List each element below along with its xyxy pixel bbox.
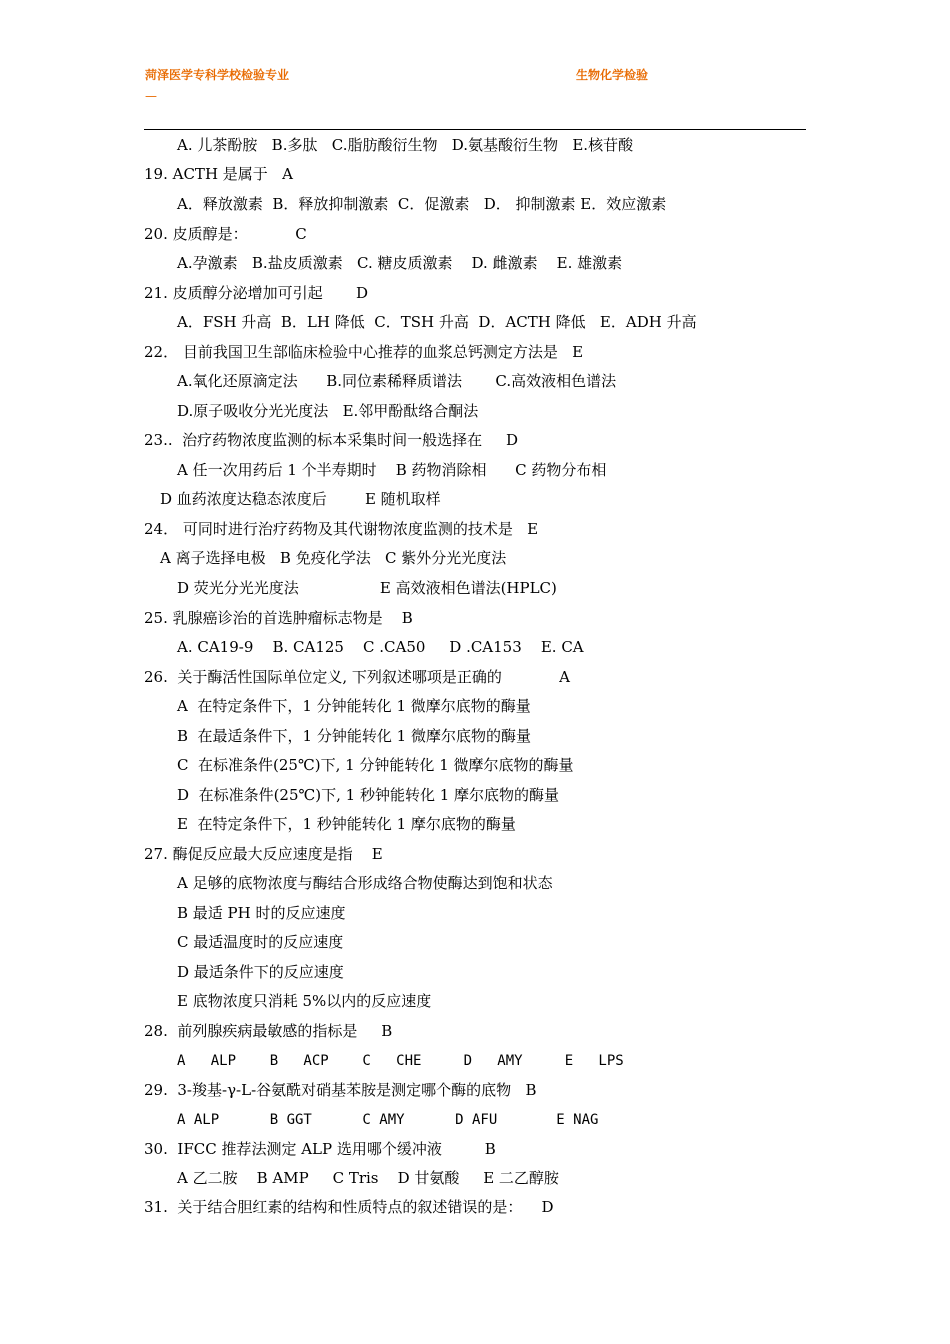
question-30: 30. IFCC 推荐法测定 ALP 选用哪个缓冲液 B	[144, 1140, 496, 1158]
option-line: A.孕激素 B.盐皮质激素 C. 糖皮质激素 D. 雌激素 E. 雄激素	[177, 254, 623, 272]
option-line: D.原子吸收分光光度法 E.邻甲酚酞络合酮法	[177, 402, 479, 420]
option-line: B 最适 PH 时的反应速度	[177, 904, 346, 922]
question-28: 28. 前列腺疾病最敏感的指标是 B	[144, 1022, 393, 1040]
option-line: A 足够的底物浓度与酶结合形成络合物使酶达到饱和状态	[177, 874, 553, 892]
option-line: E 底物浓度只消耗 5%以内的反应速度	[177, 992, 432, 1010]
option-line: B 在最适条件下，1 分钟能转化 1 微摩尔底物的酶量	[177, 727, 531, 745]
option-line: D 血药浓度达稳态浓度后 E 随机取样	[160, 490, 441, 508]
option-line: A ALP B GGT C AMY D AFU E NAG	[177, 1112, 599, 1128]
question-25: 25. 乳腺癌诊治的首选肿瘤标志物是 B	[144, 609, 413, 627]
header-subject: 生物化学检验	[576, 68, 649, 82]
question-31: 31. 关于结合胆红素的结构和性质特点的叙述错误的是： D	[144, 1198, 554, 1216]
option-line: A．释放激素 B．释放抑制激素 C．促激素 D． 抑制激素 E．效应激素	[177, 195, 667, 213]
option-line: A. 儿茶酚胺 B.多肽 C.脂肪酸衍生物 D.氨基酸衍生物 E.核苷酸	[177, 136, 634, 154]
option-line: A. CA19-9 B. CA125 C .CA50 D .CA153 E. CA	[177, 638, 584, 656]
question-26: 26. 关于酶活性国际单位定义, 下列叙述哪项是正确的 A	[144, 668, 570, 686]
option-line: D 最适条件下的反应速度	[177, 963, 344, 981]
option-line: E 在特定条件下，1 秒钟能转化 1 摩尔底物的酶量	[177, 815, 516, 833]
header-rule	[144, 129, 806, 130]
question-19: 19. ACTH 是属于 A	[144, 165, 293, 183]
option-line: A 离子选择电极 B 免疫化学法 C 紫外分光光度法	[160, 549, 507, 567]
option-line: C 最适温度时的反应速度	[177, 933, 344, 951]
option-line: C 在标准条件(25℃)下, 1 分钟能转化 1 微摩尔底物的酶量	[177, 756, 574, 774]
question-23: 23.. 治疗药物浓度监测的标本采集时间一般选择在 D	[144, 431, 519, 449]
question-27: 27. 酶促反应最大反应速度是指 E	[144, 845, 383, 863]
header-dash: —	[145, 89, 157, 103]
option-line: A.氧化还原滴定法 B.同位素稀释质谱法 C.高效液相色谱法	[177, 372, 617, 390]
option-line: A 任一次用药后 1 个半寿期时 B 药物消除相 C 药物分布相	[177, 461, 607, 479]
question-22: 22． 目前我国卫生部临床检验中心推荐的血浆总钙测定方法是 E	[144, 343, 584, 361]
question-20: 20. 皮质醇是： C	[144, 225, 307, 243]
option-line: A ALP B ACP C CHE D AMY E LPS	[177, 1053, 624, 1069]
option-line: A 在特定条件下，1 分钟能转化 1 微摩尔底物的酶量	[177, 697, 531, 715]
question-29: 29. 3-羧基-γ-L-谷氨酰对硝基苯胺是测定哪个酶的底物 B	[144, 1081, 537, 1099]
header-school-name: 菏泽医学专科学校检验专业	[145, 68, 290, 82]
question-24: 24． 可同时进行治疗药物及其代谢物浓度监测的技术是 E	[144, 520, 539, 538]
question-21: 21. 皮质醇分泌增加可引起 D	[144, 284, 369, 302]
option-line: D 在标准条件(25℃)下, 1 秒钟能转化 1 摩尔底物的酶量	[177, 786, 560, 804]
option-line: A．FSH 升高 B．LH 降低 C．TSH 升高 D．ACTH 降低 E．ADH 升高	[177, 313, 697, 331]
option-line: A 乙二胺 B AMP C Tris D 甘氨酸 E 二乙醇胺	[177, 1169, 559, 1187]
option-line: D 荧光分光光度法 E 高效液相色谱法(HPLC)	[177, 579, 557, 597]
